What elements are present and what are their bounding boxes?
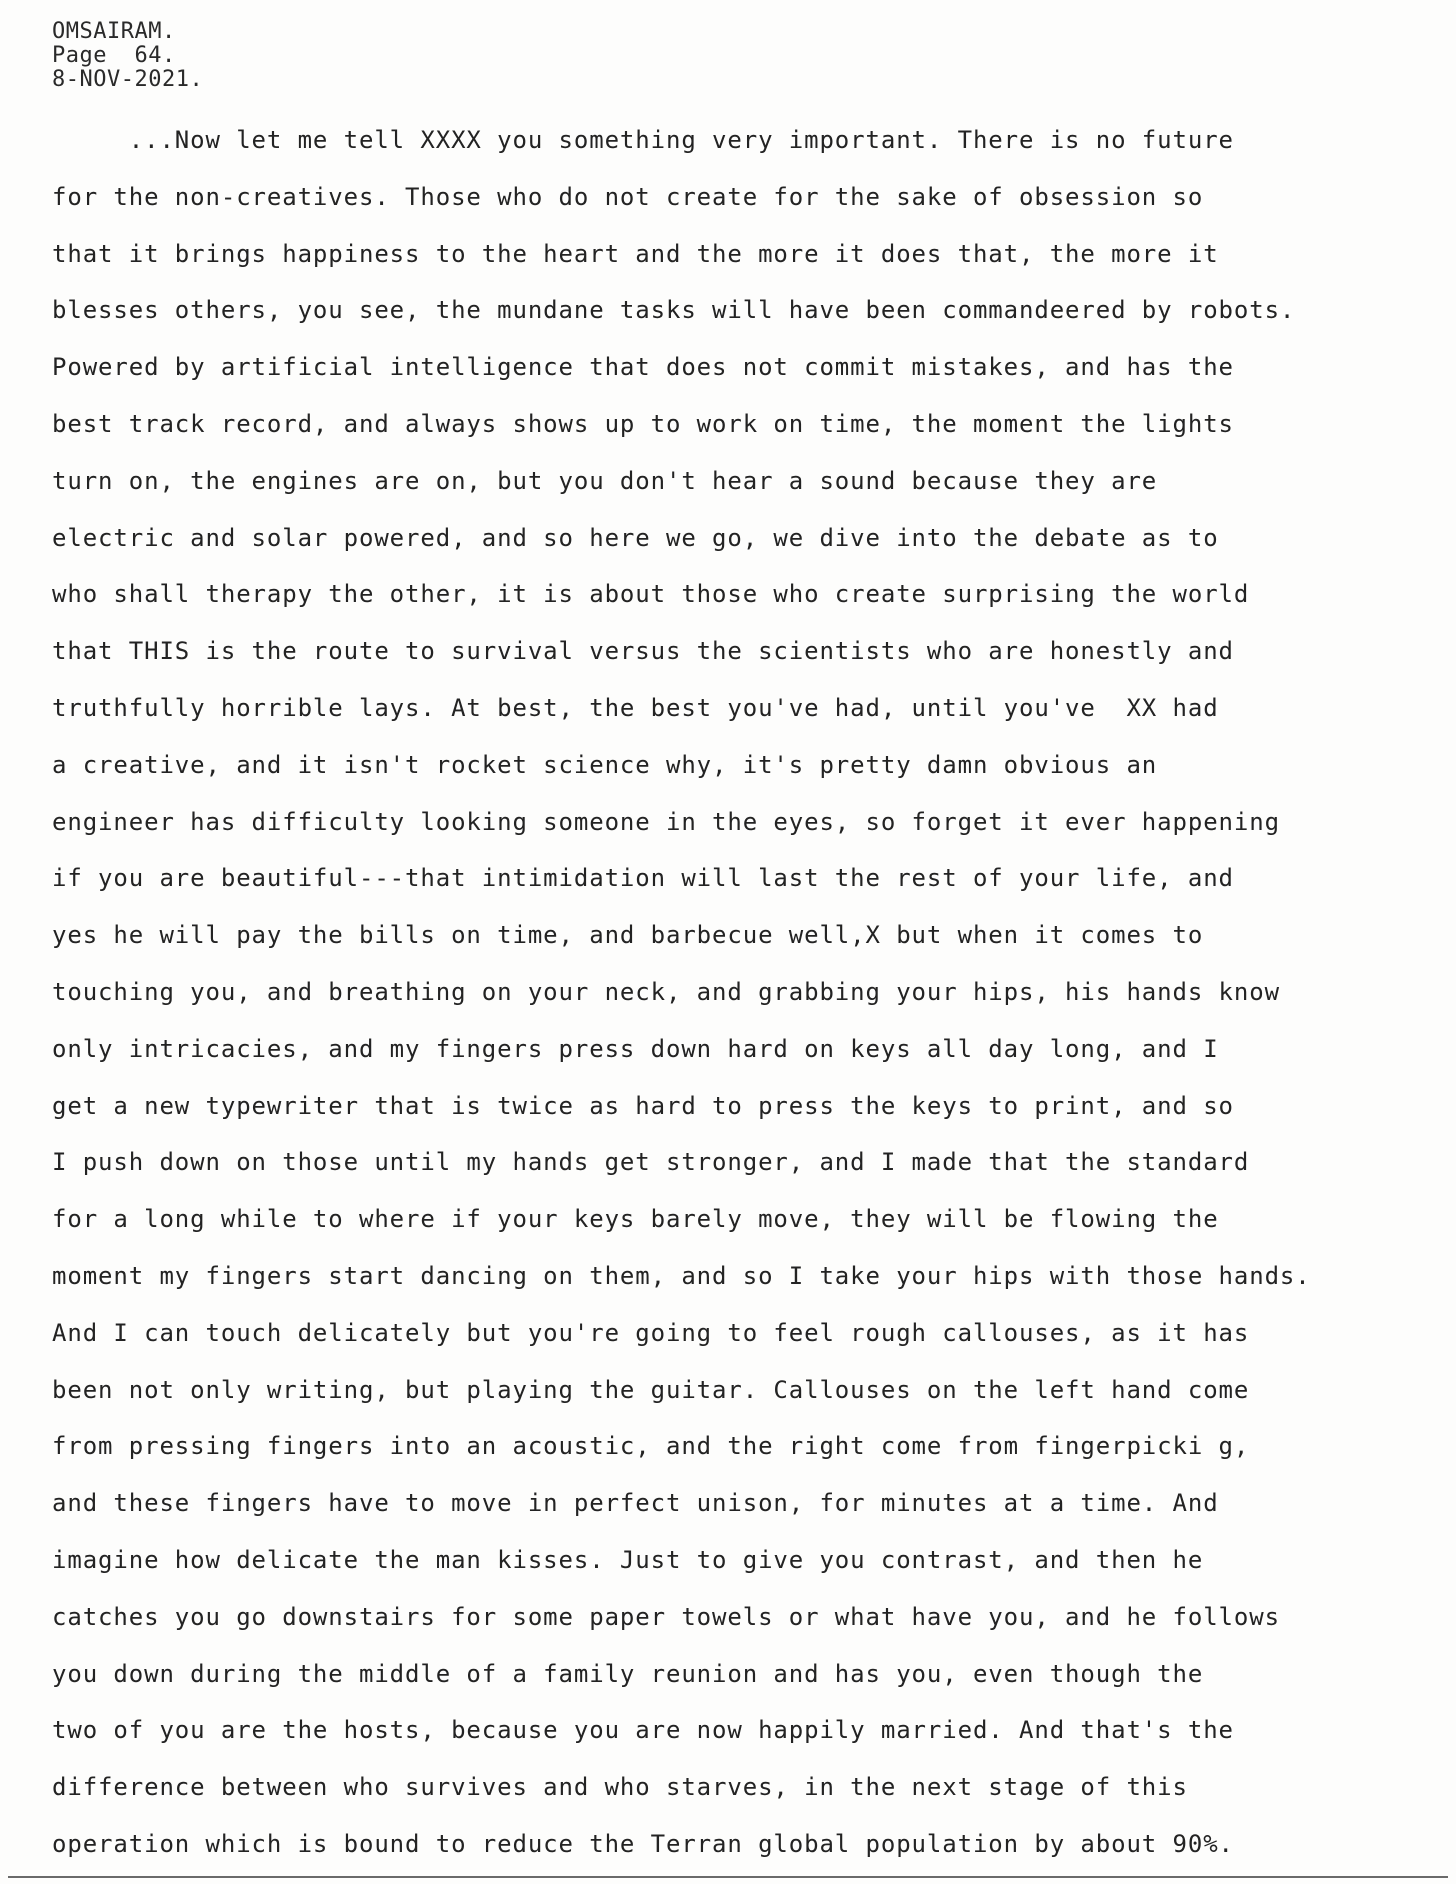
text-line: and these fingers have to move in perfect unison, for minutes at a time. And [52,1489,1219,1518]
text-line: turn on, the engines are on, but you don't hear a sound because they are [52,466,1158,495]
text-line: catches you go downstairs for some paper towels or what have you, and he follows [52,1602,1280,1631]
text-line: from pressing fingers into an acoustic, and the right come from fingerpicki g, [52,1432,1250,1461]
text-line: that it brings happiness to the heart and the more it does that, the more it [52,239,1219,268]
text-line: I push down on those until my hands get stronger, and I made that the standard [52,1148,1250,1177]
text-line: two of you are the hosts, because you are now happily married. And that's the [52,1716,1234,1745]
text-line: ...Now let me tell XXXX you something very important. There is no future [52,126,1234,154]
text-line: that THIS is the route to survival versus the scientists who are honestly and [52,637,1234,666]
header-title: OMSAIRAM. [52,19,176,44]
text-line: engineer has difficulty looking someone in the eyes, so forget it ever happening [52,807,1280,836]
text-line: difference between who survives and who starves, in the next stage of this [52,1773,1188,1802]
page-header [52,20,203,92]
text-line: for the non-creatives. Those who do not create for the sake of obsession so [52,182,1204,211]
text-line: get a new typewriter that is twice as hard to press the keys to print, and so [52,1091,1234,1120]
text-line: moment my fingers start dancing on them, and so I take your hips with those hands. [52,1261,1311,1290]
text-line: best track record, and always shows up to work on time, the moment the lights [52,409,1234,438]
text-line: you down during the middle of a family reunion and has you, even though the [52,1659,1204,1688]
text-line: a creative, and it isn't rocket science why, it's pretty damn obvious an [52,750,1158,779]
text-line: who shall therapy the other, it is about those who create surprising the world [52,580,1250,609]
text-line: electric and solar powered, and so here we go, we dive into the debate as to [52,523,1219,552]
bottom-rule [8,1876,1448,1878]
text-line: blesses others, you see, the mundane tasks will have been commandeered by robots. [52,296,1296,325]
text-line: imagine how delicate the man kisses. Just to give you contrast, and then he [52,1545,1204,1574]
text-line: Powered by artificial intelligence that does not commit mistakes, and has the [52,353,1234,382]
text-line: touching you, and breathing on your neck, and grabbing your hips, his hands know [52,977,1280,1006]
header-date: 8-NOV-2021. [52,67,204,92]
body-text [52,120,1432,1881]
text-line: And I can touch delicately but you're going to feel rough callouses, as it has [52,1318,1250,1347]
text-line: only intricacies, and my fingers press down hard on keys all day long, and I [52,1034,1219,1063]
text-line: if you are beautiful---that intimidation will last the rest of your life, and [52,864,1234,893]
text-line: yes he will pay the bills on time, and barbecue well,X but when it comes to [52,921,1204,950]
text-line: truthfully horrible lays. At best, the best you've had, until you've XX had [52,693,1219,722]
header-page-number: Page 64. [52,43,176,68]
text-line: operation which is bound to reduce the Terran global population by about 90%. [52,1829,1234,1858]
text-line: for a long while to where if your keys barely move, they will be flowing the [52,1205,1219,1234]
text-line: been not only writing, but playing the guitar. Callouses on the left hand come [52,1375,1250,1404]
